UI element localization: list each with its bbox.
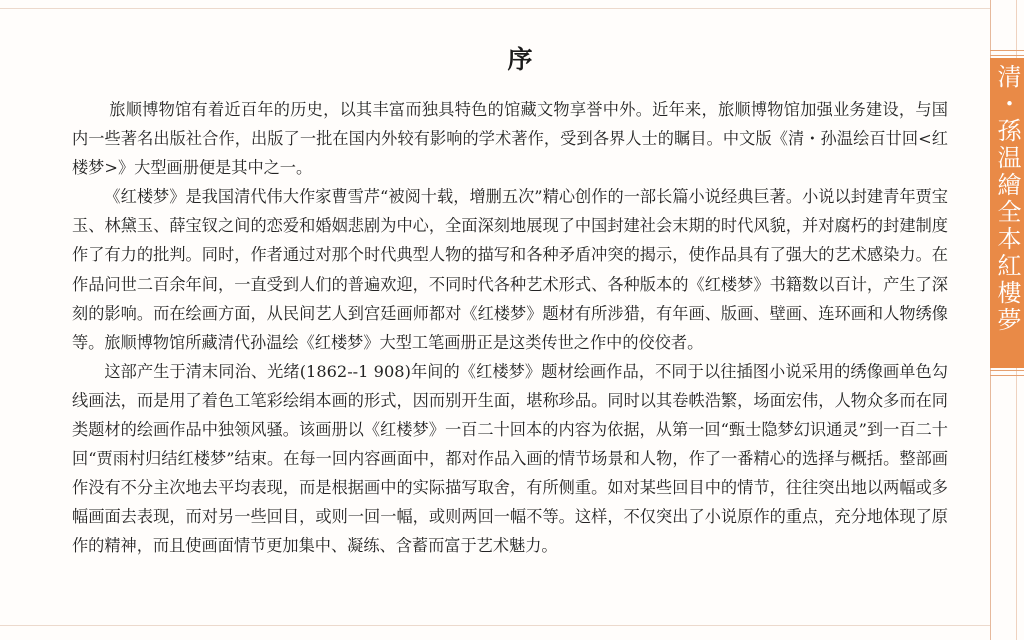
side-title-text: 清・孫温繪全本紅樓夢: [993, 64, 1021, 334]
paragraph-2: 《红楼梦》是我国清代伟大作家曹雪芹“被阅十载，增删五次”精心创作的一部长篇小说经典巨著。小说以封建青年贾宝玉、林黛玉、薛宝钗之间的恋爱和婚姻悲剧为中心，全面深刻地展现了中国封建社会末期的时代风貌，并对腐朽的封建制度作了有力的批判。同时，作者通过对那个时代典型人物的描写和各种矛盾冲突的揭示，使作品具有了强大的艺术感染力。在作品问世二百余年间，一直受到人们的普遍欢迎，不同时代各种艺术形式、各种版本的《红楼梦》书籍数以百计，产生了深刻的影响。而在绘画方面，从民间艺人到宫廷画师都对《红楼梦》题材有所涉猎，有年画、版画、壁画、连环画和人物绣像等。旅顺博物馆所藏清代孙温绘《红楼梦》大型工笔画册正是这类传世之作中的佼佼者。: [72, 187, 948, 352]
side-title-tab: [990, 58, 1024, 368]
paragraph-1: 旅顺博物馆有着近百年的历史，以其丰富而独具特色的馆藏文物享誉中外。近年来，旅顺博物馆加强业务建设，与国内一些著名出版社合作，出版了一批在国内外较有影响的学术著作，受到各界人士的瞩目。中文版《清・孙温绘百廿回<红楼梦>》大型画册便是其中之一。: [72, 100, 948, 178]
paragraph-3: 这部产生于清末同治、光绪(1862--1 908)年间的《红楼梦》题材绘画作品，不同于以往插图小说采用的绣像画单色勾线画法，而是用了着色工笔彩绘绢本画的形式，因而别开生面，堪称珍品。同时以其卷帙浩繁，场面宏伟，人物众多而在同类题材的绘画作品中独领风骚。该画册以《红楼梦》一百二十回本的内容为依据，从第一回“甄士隐梦幻识通灵”到一百二十回“贾雨村归结红楼梦”结束。在每一回内容画面中，都对作品入画的情节场景和人物，作了一番精心的选择与概括。整部画作没有不分主次地去平均表现，而是根据画中的实际描写取舍，有所侧重。如对某些回目中的情节，往往突出地以两幅或多幅画面去表现，而对另一些回目，或则一回一幅，或则两回一幅不等。这样，不仅突出了小说原作的重点，充分地体现了原作的精神，而且使画面情节更加集中、凝练、含蓄而富于艺术魅力。: [72, 361, 948, 556]
bottom-border: [0, 625, 990, 626]
tab-bottom-rule: [990, 370, 1024, 376]
top-border: [0, 0, 990, 9]
preface-body: [72, 95, 948, 561]
page-title: 序: [507, 45, 533, 74]
